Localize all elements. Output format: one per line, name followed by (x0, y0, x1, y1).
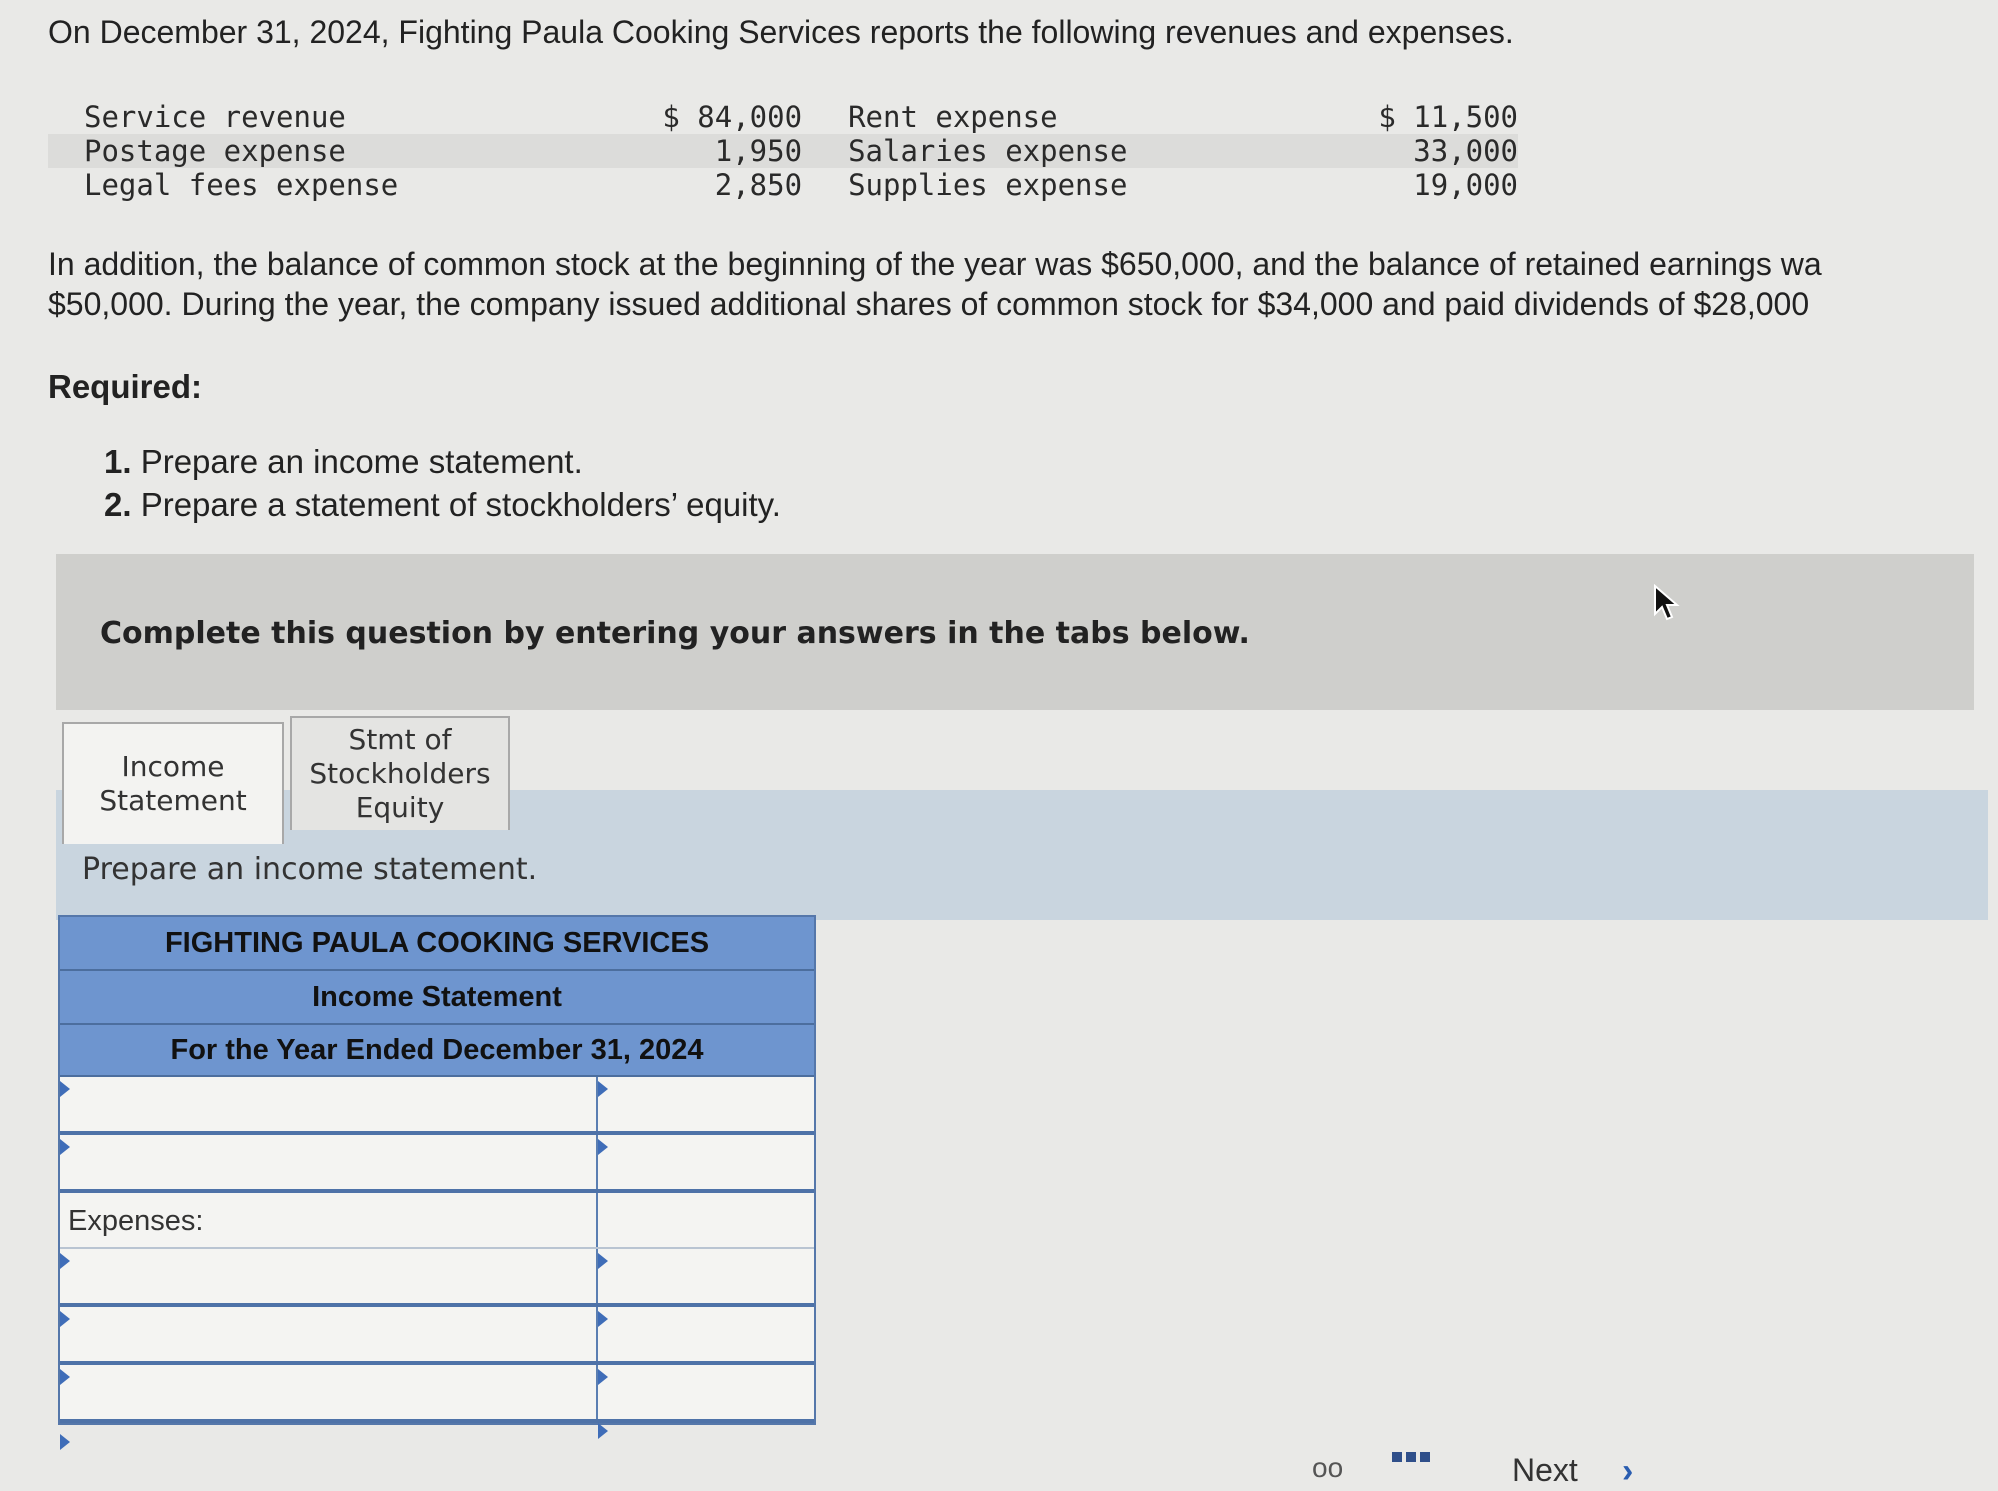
amount-input[interactable] (598, 1307, 814, 1361)
expenses-label: Expenses: (68, 1205, 204, 1237)
required-heading: Required: (48, 368, 203, 405)
statement-period: For the Year Ended December 31, 2024 (60, 1025, 814, 1077)
additional-info-line: In addition, the balance of common stock at the beginning of the year was $650,000, and the balance of retained earnings wa (48, 246, 1822, 282)
accounts-row (48, 168, 1518, 202)
income-statement-worksheet (58, 915, 816, 1425)
required-item (104, 440, 781, 483)
account-label: Rent expense (848, 100, 1058, 134)
dropdown-marker-icon (60, 1139, 70, 1155)
account-dropdown[interactable] (60, 1135, 598, 1189)
statement-row (60, 1193, 814, 1249)
required-item-text: Prepare an income statement. (131, 443, 583, 480)
account-label: Service revenue (84, 100, 346, 134)
statement-row (60, 1135, 814, 1193)
tab-label-line: Statement (99, 784, 247, 817)
dropdown-marker-icon (598, 1081, 608, 1097)
dropdown-marker-icon (598, 1423, 608, 1439)
additional-info-line: $50,000. During the year, the company issued additional shares of common stock for $34,000 and paid dividends of $28,000 (48, 286, 1810, 322)
expenses-label-cell (60, 1193, 598, 1247)
tab-label-line: Income (121, 750, 225, 783)
statement-row (60, 1365, 814, 1423)
tab-instruction: Prepare an income statement. (82, 852, 538, 887)
account-dropdown[interactable] (60, 1365, 598, 1419)
mouse-cursor-icon (1652, 584, 1682, 624)
amount-input[interactable] (598, 1077, 814, 1131)
chevron-right-icon[interactable]: › (1622, 1452, 1634, 1490)
account-dropdown[interactable] (60, 1307, 598, 1361)
required-item-text: Prepare a statement of stockholders’ equity. (131, 486, 781, 523)
dropdown-marker-icon (60, 1434, 70, 1450)
dropdown-marker-icon (60, 1081, 70, 1097)
statement-row (60, 1249, 814, 1307)
account-dropdown[interactable] (60, 1077, 598, 1131)
required-item-number: 1. (104, 443, 132, 480)
pagination-partial: oo (1312, 1452, 1344, 1483)
instructions-banner (56, 554, 1974, 710)
amount-input[interactable] (598, 1249, 814, 1303)
statement-title: Income Statement (60, 971, 814, 1025)
account-label: Legal fees expense (84, 168, 399, 202)
statement-row (60, 1307, 814, 1365)
amount-input[interactable] (598, 1365, 814, 1419)
dropdown-marker-icon (598, 1369, 608, 1385)
required-list (104, 440, 781, 526)
required-item-number: 2. (104, 486, 132, 523)
account-amount: $ 84,000 (662, 100, 803, 134)
statement-company-name: FIGHTING PAULA COOKING SERVICES (60, 917, 814, 971)
account-label: Salaries expense (848, 134, 1128, 168)
accounts-row (48, 134, 1518, 168)
account-amount: 19,000 (1413, 168, 1518, 202)
grid-icon[interactable] (1392, 1452, 1430, 1462)
account-amount: 33,000 (1413, 134, 1518, 168)
dropdown-marker-icon (60, 1369, 70, 1385)
tab-stockholders-equity[interactable] (290, 716, 510, 830)
problem-intro: On December 31, 2024, Fighting Paula Cooking Services reports the following revenues and expenses. (48, 14, 1514, 50)
tab-label-line: Stmt of (348, 723, 452, 756)
account-amount: $ 11,500 (1378, 100, 1518, 134)
account-dropdown[interactable] (60, 1249, 598, 1303)
statement-row (60, 1077, 814, 1135)
account-amount: 1,950 (714, 134, 803, 168)
banner-text: Complete this question by entering your answers in the tabs below. (100, 616, 1250, 651)
account-label: Postage expense (84, 134, 346, 168)
dropdown-marker-icon (598, 1139, 608, 1155)
accounts-table (48, 100, 1518, 202)
tab-label-line: Stockholders (309, 757, 491, 790)
tab-income-statement[interactable] (62, 722, 284, 844)
account-label: Supplies expense (848, 168, 1128, 202)
dropdown-marker-icon (598, 1311, 608, 1327)
tab-label-line: Equity (355, 791, 445, 824)
account-amount: 2,850 (714, 168, 803, 202)
amount-input[interactable] (598, 1135, 814, 1189)
additional-info (48, 244, 1998, 324)
dropdown-marker-icon (598, 1253, 608, 1269)
accounts-row (48, 100, 1518, 134)
amount-input[interactable] (598, 1193, 814, 1247)
required-item (104, 483, 781, 526)
next-button[interactable]: Next (1512, 1452, 1578, 1488)
dropdown-marker-icon (60, 1253, 70, 1269)
dropdown-marker-icon (60, 1311, 70, 1327)
